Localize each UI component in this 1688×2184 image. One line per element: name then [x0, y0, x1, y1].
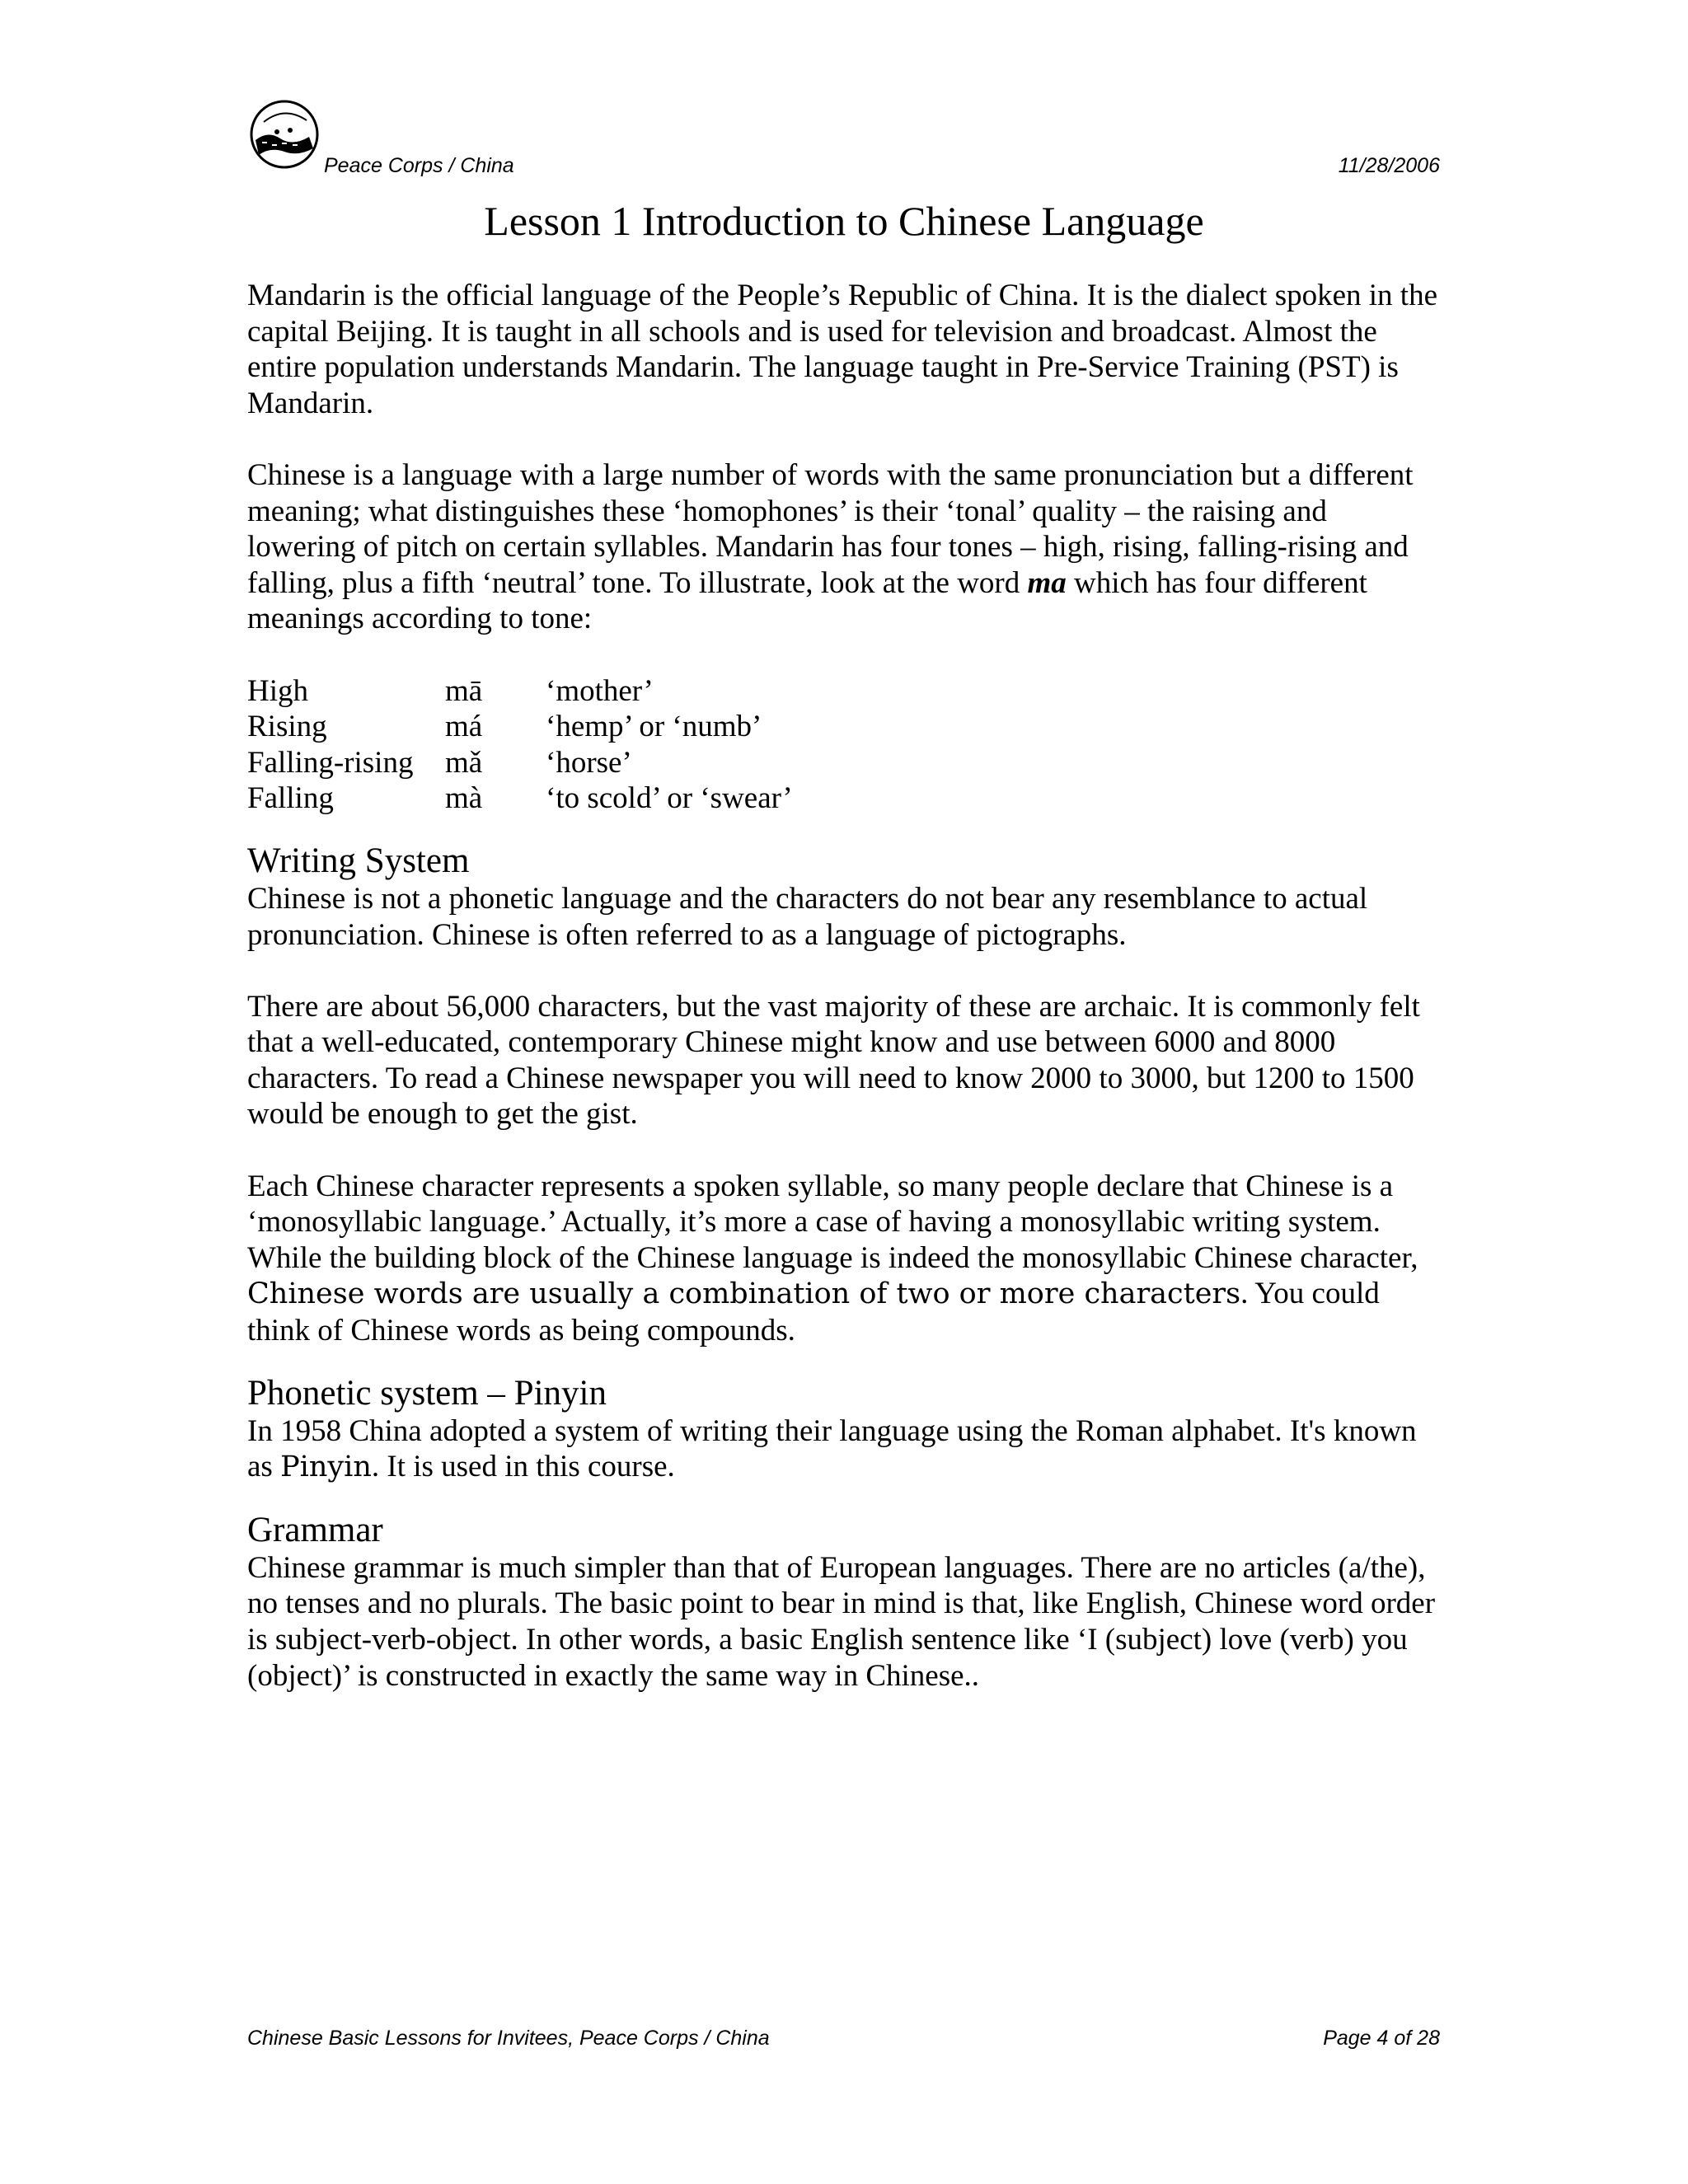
footer-page-number: Page 4 of 28	[1323, 2027, 1440, 2050]
tone-row: Rising má ‘hemp’ or ‘numb’	[247, 710, 762, 744]
tone-row: Falling mà ‘to scold’ or ‘swear’	[247, 781, 793, 816]
section-heading-writing: Writing System	[247, 841, 470, 880]
intro-paragraph-1: Mandarin is the official language of the People’s Republic of China. It is the dialect spoken in the capital Beijing. It is taught in all schools and is used for television and broadcast. Almost the entire population understands Mandarin. The language taught in Pre-Service Training (PST) is Mandarin.	[247, 279, 1438, 420]
tone-table	[247, 673, 793, 817]
header-organization: Peace Corps / China	[324, 154, 514, 177]
writing-paragraph-2: There are about 56,000 characters, but the vast majority of these are archaic. It is commonly felt that a well-educated, contemporary Chinese might know and use between 6000 and 8000 characters. To read a Chinese newspaper you will need to know 2000 to 3000, but 1200 to 1500 would be enough to get the gist.	[247, 989, 1420, 1132]
tone-row: Falling-rising mǎ ‘horse’	[247, 745, 632, 780]
emphasized-word-ma: ma	[1027, 565, 1067, 600]
tone-row: High mā ‘mother’	[247, 673, 654, 708]
document-body	[247, 278, 1441, 1694]
section-heading-phonetic: Phonetic system – Pinyin	[247, 1373, 607, 1413]
section-heading-grammar: Grammar	[247, 1510, 383, 1549]
page-title: Lesson 1 Introduction to Chinese Language	[484, 198, 1204, 244]
intro-paragraph-2: Chinese is a language with a large number of words with the same pronunciation but a different meaning; what distinguishes these ‘homophones’ is their ‘tonal’ quality – the raising and lowering of pitch on certain syllables. Mandarin has four tones – high, rising, falling-rising and falling, plus a fifth ‘neutral’ tone. To illustrate, look at the word ma which has four different meanings according to tone:	[247, 457, 1414, 636]
writing-paragraph-3: Each Chinese character represents a spoken syllable, so many people declare that Chinese is a ‘monosyllabic language.’ Actually, it’s more a case of having a monosyllabic writing system. While the building block of the Chinese language is indeed the monosyllabic Chinese character, Chinese words are usually a combination of two or more characters. You could think of Chinese words as being compounds.	[247, 1169, 1418, 1348]
grammar-paragraph: Chinese grammar is much simpler than that of European languages. There are no articles (a/the), no tenses and no plurals. The basic point to bear in mind is that, like English, Chinese word order is subject-verb-object. In other words, a basic English sentence like ‘I (subject) love (verb) you (object)’ is constructed in exactly the same way in Chinese..	[247, 1550, 1436, 1693]
highlighted-phrase: Chinese words are usually a combination of two or more characters	[247, 1277, 1241, 1311]
phonetic-paragraph: In 1958 China adopted a system of writing their language using the Roman alphabet. It's known as Pinyin. It is used in this course.	[247, 1413, 1417, 1484]
footer-document-title: Chinese Basic Lessons for Invitees, Peace Corps / China	[247, 2027, 770, 2050]
highlighted-pinyin: Pinyin	[280, 1451, 372, 1484]
header-date: 11/28/2006	[1338, 154, 1440, 177]
peace-corps-logo	[247, 97, 321, 171]
writing-paragraph-1: Chinese is not a phonetic language and the characters do not bear any resemblance to actual pronunciation. Chinese is often referred to as a language of pictographs.	[247, 881, 1368, 952]
